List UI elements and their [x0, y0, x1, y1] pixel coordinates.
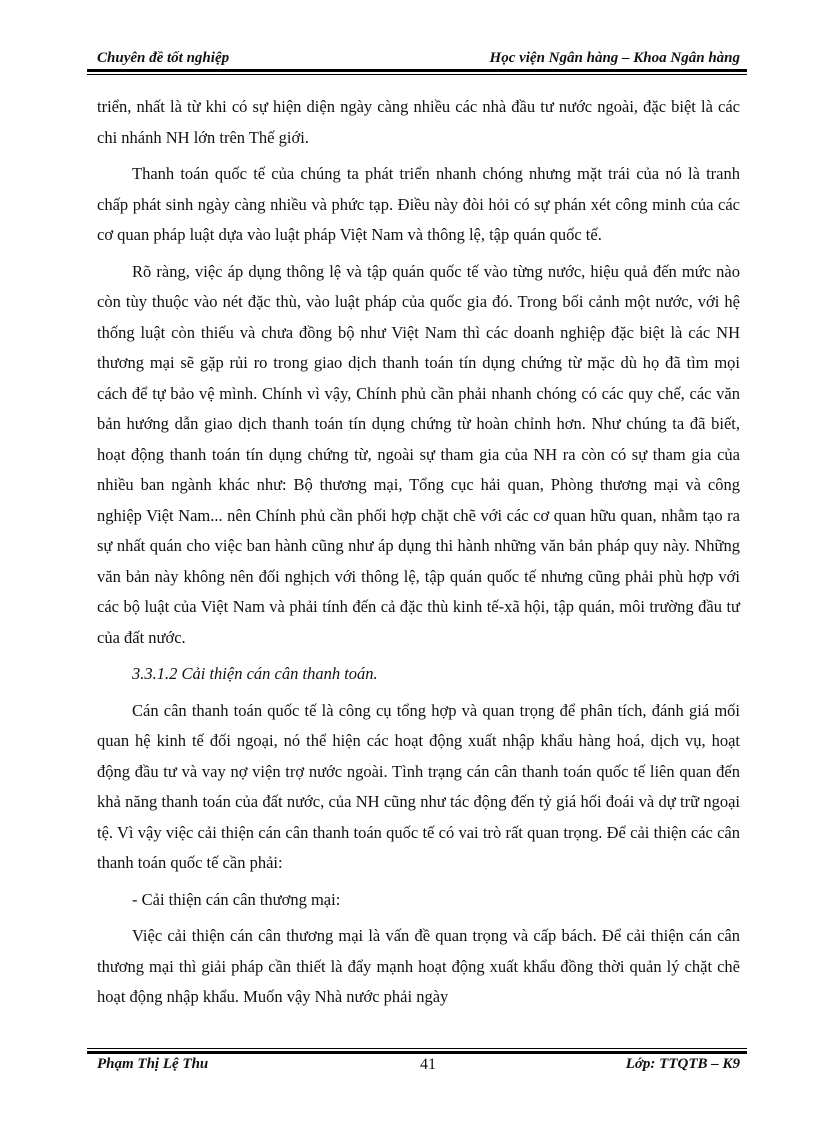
bullet-item: - Cải thiện cán cân thương mại:	[132, 889, 341, 909]
paragraph: Việc cải thiện cán cân thương mại là vấn đề quan trọng và cấp bách. Để cải thiện cán cân thương mại thì giải pháp cần thiết là đẩy mạnh hoạt động xuất khẩu đồng thời quản lý chặt chẽ hoạt động nhập khẩu. Muốn vậy Nhà nước phải ngày	[97, 926, 740, 1006]
header-thesis-title: Chuyên đề tốt nghiệp	[97, 50, 230, 66]
page-number: 41	[420, 1056, 436, 1073]
page-header	[97, 50, 740, 68]
paragraph: Cán cân thanh toán quốc tế là công cụ tổng hợp và quan trọng để phân tích, đánh giá mối quan hệ kinh tế đối ngoại, nó thể hiện các hoạt động xuất nhập khẩu hàng hoá, dịch vụ, hoạt động đầu tư và vay nợ viện trợ nước ngoài. Tình trạng cán cân thanh toán quốc tế liên quan đến khả năng thanh toán của đất nước, của NH cũng như tác động đến tỷ giá hối đoái và dự trữ ngoại tệ. Vì vậy việc cải thiện cán cân thanh toán quốc tế có vai trò rất quan trọng. Để cải thiện các cân thanh toán quốc tế cần phải:	[97, 700, 740, 872]
header-rule-thin	[87, 74, 747, 75]
section-heading: 3.3.1.2 Cải thiện cán cân thanh toán.	[132, 664, 378, 683]
header-institution: Học viện Ngân hàng – Khoa Ngân hàng	[489, 50, 740, 66]
paragraph: Thanh toán quốc tế của chúng ta phát triển nhanh chóng nhưng mặt trái của nó là tranh chấp phát sinh ngày càng nhiều và phức tạp. Điều này đòi hỏi có sự phán xét công minh của các cơ quan pháp luật dựa vào luật pháp Việt Nam và thông lệ, tập quán quốc tế.	[97, 164, 740, 244]
footer-class: Lớp: TTQTB – K9	[625, 1056, 740, 1072]
footer-rule-thin	[87, 1048, 747, 1049]
page-body	[97, 92, 740, 1019]
paragraph: Rõ ràng, việc áp dụng thông lệ và tập quán quốc tế vào từng nước, hiệu quả đến mức nào còn tùy thuộc vào nét đặc thù, vào luật pháp của quốc gia đó. Trong bối cảnh một nước, với hệ thống luật còn thiếu và chưa đồng bộ như Việt Nam thì các doanh nghiệp đặc biệt là các NH thương mại sẽ gặp rủi ro trong giao dịch thanh toán tín dụng chứng từ mặc dù họ đã tìm mọi cách để tự bảo vệ mình. Chính vì vậy, Chính phủ cần phải nhanh chóng có các quy chế, các văn bản hướng dẫn giao dịch thanh toán tín dụng chứng từ hoàn chỉnh hơn. Như chúng ta đã biết, hoạt động thanh toán tín dụng chứng từ, ngoài sự tham gia của NH ra còn có sự tham gia của nhiều ban ngành khác như: Bộ thương mại, Tổng cục hải quan, Phòng thương mại và công nghiệp Việt Nam... nên Chính phủ cần phối hợp chặt chẽ với các cơ quan hữu quan, nhằm tạo ra sự nhất quán cho việc ban hành cũng như áp dụng thi hành những văn bản pháp quy này. Những văn bản này không nên đối nghịch với thông lệ, tập quán quốc tế nhưng cũng phải phù hợp với các bộ luật của Việt Nam và phải tính đến cả đặc thù kinh tế-xã hội, tập quán, môi trường đầu tư của đất nước.	[97, 261, 740, 647]
page-footer	[97, 1056, 740, 1076]
footer-author: Phạm Thị Lệ Thu	[97, 1056, 209, 1072]
footer-rule-thick	[87, 1051, 747, 1054]
header-rule-thick	[87, 69, 747, 72]
paragraph-continuation: triển, nhất là từ khi có sự hiện diện ngày càng nhiều các nhà đầu tư nước ngoài, đặc biệt là các chi nhánh NH lớn trên Thế giới.	[97, 97, 740, 147]
